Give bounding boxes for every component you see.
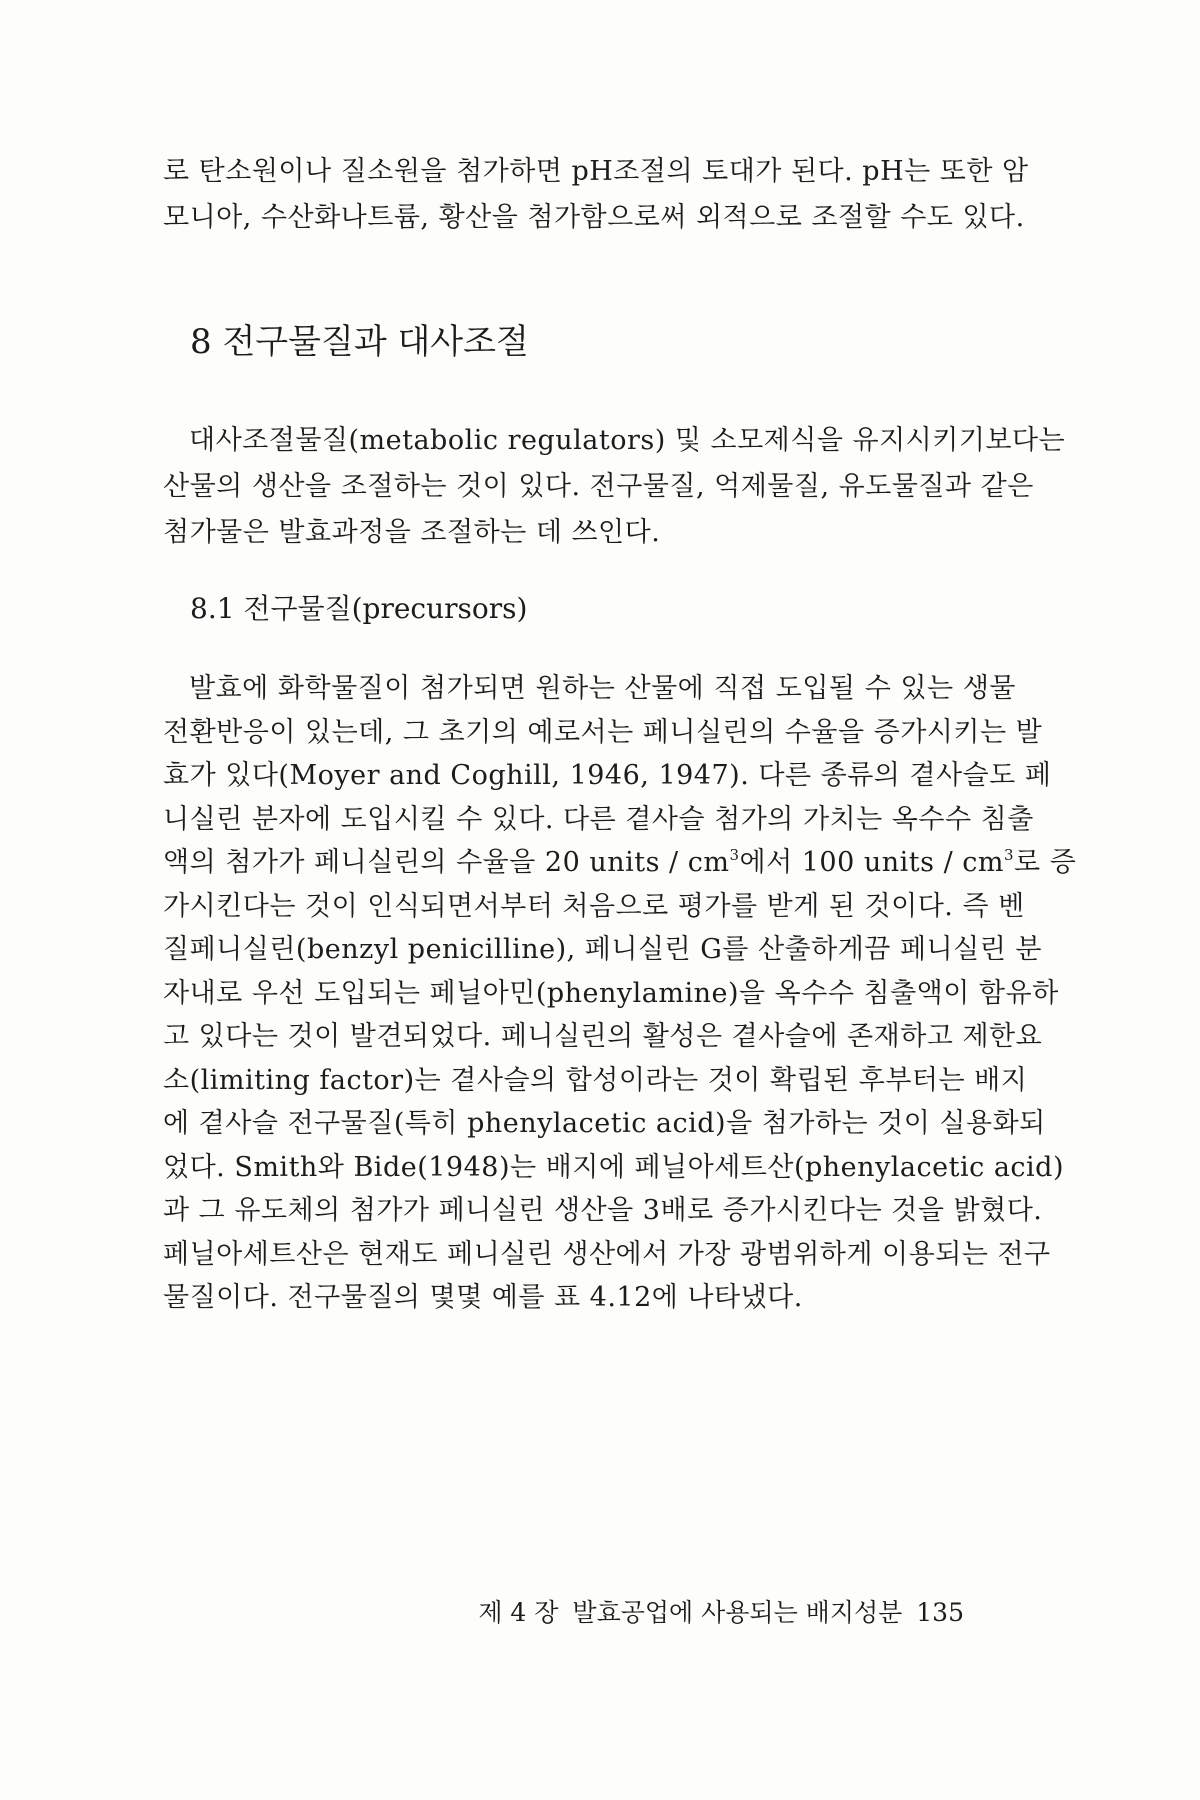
page-number: 135 [916, 1598, 964, 1627]
section-paragraph-line-3: 첨가물은 발효과정을 조절하는 데 쓰인다. [163, 517, 661, 548]
body-line-3: 효가 있다(Moyer and Coghill, 1946, 1947). 다른 종류의 곁사슬도 페 [163, 760, 1052, 791]
intro-line-1: 로 탄소원이나 질소원을 첨가하면 pH조절의 토대가 된다. pH는 또한 암 [163, 156, 1029, 187]
footer-chapter: 제 4 장 [478, 1598, 559, 1627]
section-paragraph-line-1: 대사조절물질(metabolic regulators) 및 소모제식을 유지시키기보다는 [189, 425, 1066, 456]
body-line-5-units [163, 843, 1077, 883]
body-line-12: 었다. Smith와 Bide(1948)는 배지에 페닐아세트산(phenylacetic acid) [163, 1152, 1064, 1183]
intro-line-2: 모니아, 수산화나트륨, 황산을 첨가함으로써 외적으로 조절할 수도 있다. [163, 202, 1025, 233]
body-line-10: 소(limiting factor)는 곁사슬의 합성이라는 것이 확립된 후부터는 배지 [163, 1065, 1028, 1096]
body-line-4: 니실린 분자에 도입시킬 수 있다. 다른 곁사슬 첨가의 가치는 옥수수 침출 [163, 804, 1034, 835]
body-line-6: 가시킨다는 것이 인식되면서부터 처음으로 평가를 받게 된 것이다. 즉 벤 [163, 891, 1025, 922]
footer-title: 발효공업에 사용되는 배지성분 [572, 1598, 903, 1627]
body-line-1: 발효에 화학물질이 첨가되면 원하는 산물에 직접 도입될 수 있는 생물 [189, 673, 1016, 704]
section-heading: 8 전구물질과 대사조절 [190, 322, 529, 362]
section-paragraph-line-2: 산물의 생산을 조절하는 것이 있다. 전구물질, 억제물질, 유도물질과 같은 [163, 471, 1034, 502]
units-superscript-2: 3 [1003, 846, 1015, 864]
units-text-part-3: 로 증 [1014, 847, 1077, 878]
page-footer [464, 1596, 964, 1630]
body-line-13: 과 그 유도체의 첨가가 페니실린 생산을 3배로 증가시킨다는 것을 밝혔다. [163, 1195, 1043, 1226]
body-line-9: 고 있다는 것이 발견되었다. 페니실린의 활성은 곁사슬에 존재하고 제한요 [163, 1021, 1043, 1052]
subsection-heading: 8.1 전구물질(precursors) [190, 592, 528, 625]
body-line-11: 에 곁사슬 전구물질(특히 phenylacetic acid)을 첨가하는 것이 실용화되 [163, 1108, 1046, 1139]
body-line-15: 물질이다. 전구물질의 몇몇 예를 표 4.12에 나타냈다. [163, 1282, 803, 1313]
body-line-8: 자내로 우선 도입되는 페닐아민(phenylamine)을 옥수수 침출액이 함유하 [163, 978, 1059, 1009]
units-text-part-1: 액의 첨가가 페니실린의 수율을 20 units / cm [163, 847, 730, 878]
body-line-2: 전환반응이 있는데, 그 초기의 예로서는 페니실린의 수율을 증가시키는 발 [163, 717, 1043, 748]
units-superscript-1: 3 [729, 846, 740, 864]
units-text-part-2: 에서 100 units / cm [739, 847, 1004, 878]
body-line-7: 질페니실린(benzyl penicilline), 페니실린 G를 산출하게끔 페니실린 분 [163, 934, 1042, 965]
body-line-14: 페닐아세트산은 현재도 페니실린 생산에서 가장 광범위하게 이용되는 전구 [163, 1239, 1051, 1270]
